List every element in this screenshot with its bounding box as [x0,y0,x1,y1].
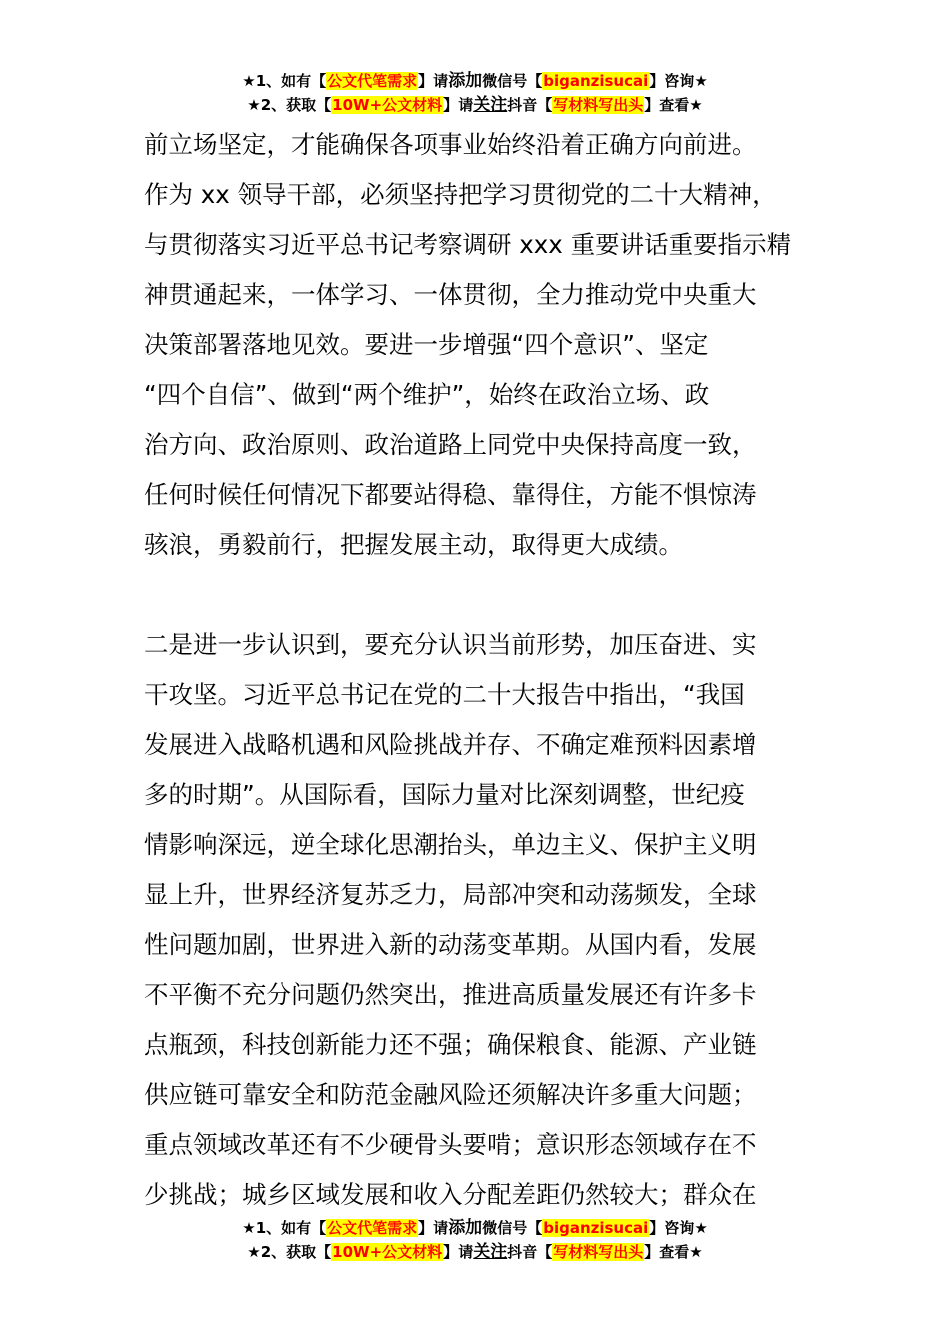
banner-text: 请 [458,1243,474,1261]
banner-text: 抖音 [507,1243,538,1261]
bracket: 【 [537,1243,553,1261]
highlight-wechat-id: biganzisucai [543,1219,649,1237]
banner-text: 1、如有 [255,1219,312,1237]
bracket: 【 [527,1219,543,1237]
text-line: 干攻坚。习近平总书记在党的二十大报告中指出，“我国 [144,680,745,709]
bracket: 【 [316,1243,332,1261]
bracket: 】 [649,1219,665,1237]
star-icon: ★ [242,72,256,90]
text-line: 发展进入战略机遇和风险挑战并存、不确定难预料因素增 [144,730,757,759]
bracket: 【 [311,1219,327,1237]
banner-text: 微信号 [482,72,528,90]
banner-line-1 [0,1216,950,1240]
footer-banner [0,1216,950,1264]
banner-text: 请 [458,96,474,114]
banner-line-1 [0,69,950,93]
banner-text: 1、如有 [255,72,312,90]
text-line: 前立场坚定，才能确保各项事业始终沿着正确方向前进。 [144,130,757,159]
text-line: 多的时期”。从国际看，国际力量对比深刻调整，世纪疫 [144,780,745,809]
bracket: 】 [649,72,665,90]
star-icon: ★ [242,1219,256,1237]
banner-text: 咨询 [664,72,695,90]
text-line: 少挑战；城乡区域发展和收入分配差距仍然较大；群众在 [144,1180,757,1209]
banner-text: 请 [433,1219,449,1237]
highlight-douyin-account: 写材料写出头 [553,96,644,114]
banner-text: 关注 [473,95,508,115]
text-line: 性问题加剧，世界进入新的动荡变革期。从国内看，发展 [144,930,757,959]
banner-text: 添加 [448,1218,483,1238]
text-line: 点瓶颈，科技创新能力还不强；确保粮食、能源、产业链 [144,1030,757,1059]
highlight-service: 公文代笔需求 [327,72,418,90]
bracket: 【 [527,72,543,90]
highlight-materials: 10W+公文材料 [332,1243,443,1261]
text-line: 与贯彻落实习近平总书记考察调研 xxx 重要讲话重要指示精 [144,230,792,259]
bracket: 】 [443,1243,459,1261]
bracket: 】 [644,96,660,114]
text-line: 重点领域改革还有不少硬骨头要啃；意识形态领域存在不 [144,1130,757,1159]
banner-text: 添加 [448,71,483,91]
banner-line-2 [0,1240,950,1264]
paragraph-2 [144,620,808,1220]
star-icon: ★ [247,96,261,114]
banner-text: 请 [433,72,449,90]
banner-text: 微信号 [482,1219,528,1237]
star-icon: ★ [247,1243,261,1261]
paragraph-gap [144,570,808,620]
text-line: 不平衡不充分问题仍然突出，推进高质量发展还有许多卡 [144,980,757,1009]
banner-text: 查看 [659,1243,690,1261]
banner-text: 2、获取 [260,96,317,114]
bracket: 】 [418,1219,434,1237]
text-line: 决策部署落地见效。要进一步增强“四个意识”、坚定 [144,330,709,359]
bracket: 】 [443,96,459,114]
highlight-wechat-id: biganzisucai [543,72,649,90]
star-icon: ★ [689,96,703,114]
text-line: 显上升，世界经济复苏乏力，局部冲突和动荡频发，全球 [144,880,757,909]
banner-text: 查看 [659,96,690,114]
header-banner [0,69,950,117]
bracket: 】 [418,72,434,90]
text-line: 神贯通起来，一体学习、一体贯彻，全力推动党中央重大 [144,280,757,309]
text-line: “四个自信”、做到“两个维护”，始终在政治立场、政 [144,380,710,409]
bracket: 【 [537,96,553,114]
text-line: 骇浪，勇毅前行，把握发展主动，取得更大成绩。 [144,530,683,559]
text-line: 作为 xx 领导干部，必须坚持把学习贯彻党的二十大精神， [144,180,777,209]
highlight-douyin-account: 写材料写出头 [553,1243,644,1261]
banner-text: 2、获取 [260,1243,317,1261]
star-icon: ★ [694,72,708,90]
star-icon: ★ [694,1219,708,1237]
paragraph-1 [144,120,808,570]
banner-text: 抖音 [507,96,538,114]
banner-line-2 [0,93,950,117]
highlight-service: 公文代笔需求 [327,1219,418,1237]
text-line: 情影响深远，逆全球化思潮抬头，单边主义、保护主义明 [144,830,757,859]
star-icon: ★ [689,1243,703,1261]
bracket: 【 [311,72,327,90]
highlight-materials: 10W+公文材料 [332,96,443,114]
bracket: 【 [316,96,332,114]
text-line: 供应链可靠安全和防范金融风险还须解决许多重大问题； [144,1080,757,1109]
bracket: 】 [644,1243,660,1261]
text-line: 任何时候任何情况下都要站得稳、靠得住，方能不惧惊涛 [144,480,757,509]
banner-text: 关注 [473,1242,508,1262]
banner-text: 咨询 [664,1219,695,1237]
text-line: 二是进一步认识到，要充分认识当前形势，加压奋进、实 [144,630,757,659]
document-body [144,120,808,1220]
text-line: 治方向、政治原则、政治道路上同党中央保持高度一致， [144,430,757,459]
